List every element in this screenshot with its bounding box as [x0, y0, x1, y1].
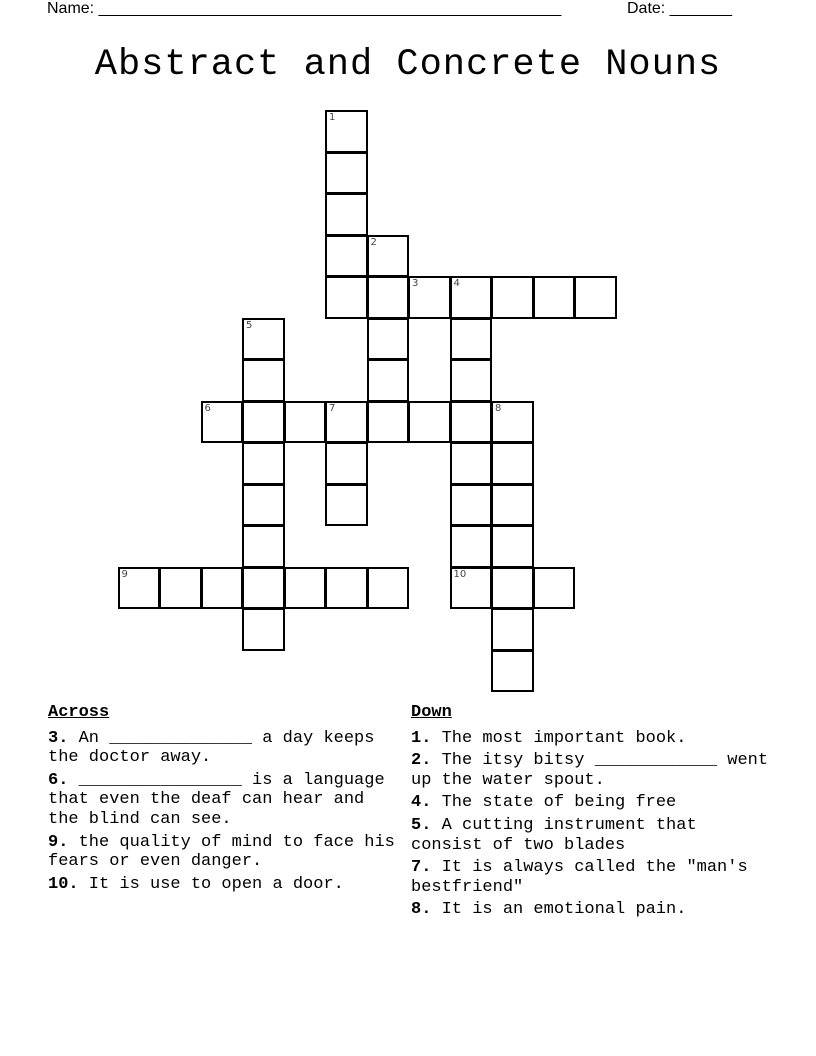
across-heading: Across — [48, 703, 110, 722]
down-clue — [411, 729, 771, 749]
crossword-cell[interactable] — [242, 525, 285, 568]
crossword-cell[interactable] — [367, 567, 410, 610]
clue-text: The itsy bitsy ____________ went up the water spout. — [411, 751, 769, 790]
clue-number: 8. — [411, 900, 432, 920]
crossword-cell[interactable] — [450, 442, 493, 485]
crossword-cell[interactable] — [491, 401, 534, 444]
crossword-cell[interactable] — [325, 401, 368, 444]
clue-text: ________________ is a language that even the deaf can hear and the blind can see. — [48, 770, 385, 829]
clue-number: 7. — [411, 858, 432, 878]
crossword-cell[interactable] — [284, 567, 327, 610]
crossword-cell[interactable] — [201, 401, 244, 444]
across-clue — [48, 729, 404, 768]
crossword-cell[interactable] — [450, 525, 493, 568]
crossword-cell[interactable] — [367, 318, 410, 361]
clue-text: It is use to open a door. — [78, 874, 344, 894]
crossword-cell[interactable] — [491, 567, 534, 610]
clue-text: the quality of mind to face his fears or even danger. — [48, 832, 395, 872]
down-clues — [411, 703, 771, 923]
crossword-cell[interactable] — [574, 276, 617, 319]
crossword-cell[interactable] — [450, 359, 493, 402]
clue-number: 6. — [48, 770, 69, 790]
crossword-cell[interactable] — [242, 318, 285, 361]
crossword-cell[interactable] — [408, 276, 451, 319]
clue-number: 1 — [329, 112, 336, 123]
crossword-cell[interactable] — [491, 650, 534, 693]
crossword-cell[interactable] — [242, 359, 285, 402]
clue-text: The most important book. — [431, 728, 687, 748]
crossword-cell[interactable] — [533, 567, 576, 610]
page-title: Abstract and Concrete Nouns — [94, 44, 722, 86]
down-clue — [411, 900, 771, 920]
clue-number: 9. — [48, 832, 69, 852]
crossword-cell[interactable] — [450, 318, 493, 361]
crossword-cell[interactable] — [367, 401, 410, 444]
down-clue — [411, 793, 771, 813]
crossword-cell[interactable] — [325, 442, 368, 485]
crossword-cell[interactable] — [367, 235, 410, 278]
crossword-cell[interactable] — [325, 193, 368, 236]
crossword-cell[interactable] — [408, 401, 451, 444]
date-field-label: Date: _______ — [627, 0, 732, 17]
across-clue — [48, 833, 404, 872]
crossword-cell[interactable] — [242, 484, 285, 527]
crossword-cell[interactable] — [491, 608, 534, 651]
crossword-cell[interactable] — [242, 567, 285, 610]
clue-number: 8 — [495, 402, 502, 414]
crossword-cell[interactable] — [491, 276, 534, 319]
across-clue — [48, 875, 404, 895]
down-clue — [411, 816, 771, 855]
clue-text: The state of being free — [431, 793, 677, 813]
down-clue-list — [411, 729, 771, 920]
clue-number: 5 — [246, 319, 253, 331]
crossword-cell[interactable] — [450, 276, 493, 319]
crossword-cell[interactable] — [450, 484, 493, 527]
clue-number: 3. — [48, 728, 69, 748]
crossword-cell[interactable] — [450, 401, 493, 444]
name-field-label: Name: ____________________________________________________ — [47, 0, 562, 17]
crossword-cell[interactable] — [491, 442, 534, 485]
crossword-cell[interactable] — [533, 276, 576, 319]
down-clue — [411, 858, 771, 897]
crossword-cell[interactable] — [201, 567, 244, 610]
clue-number: 10 — [453, 568, 467, 580]
across-clue-list — [48, 729, 404, 895]
crossword-cell[interactable] — [242, 608, 285, 651]
crossword-cell[interactable] — [450, 567, 493, 610]
down-heading: Down — [411, 703, 452, 722]
across-clue — [48, 771, 404, 830]
clue-number: 6 — [204, 402, 211, 414]
clue-number: 2. — [411, 751, 432, 771]
clue-text: It is always called the "man's bestfriend" — [411, 858, 748, 897]
clue-text: An ______________ a day keeps the doctor away. — [48, 728, 375, 768]
crossword-cell[interactable] — [325, 567, 368, 610]
clue-number: 2 — [370, 236, 377, 248]
clue-number: 4. — [411, 793, 432, 813]
crossword-cell[interactable] — [325, 484, 368, 527]
crossword-cell[interactable] — [325, 235, 368, 278]
crossword-cell[interactable] — [159, 567, 202, 610]
crossword-cell[interactable] — [491, 484, 534, 527]
crossword-cell[interactable] — [284, 401, 327, 444]
clue-text: A cutting instrument that consist of two blades — [411, 815, 697, 855]
crossword-cell[interactable] — [367, 359, 410, 402]
crossword-cell[interactable] — [325, 276, 368, 319]
clue-number: 10. — [48, 874, 79, 894]
clue-number: 5. — [411, 815, 432, 835]
clue-number: 3 — [412, 278, 419, 289]
crossword-cell[interactable] — [325, 152, 368, 195]
crossword-cell[interactable] — [325, 110, 368, 153]
clue-number: 7 — [329, 402, 336, 414]
clue-number: 4 — [453, 278, 460, 289]
crossword-cell[interactable] — [367, 276, 410, 319]
crossword-cell[interactable] — [118, 567, 161, 610]
clue-number: 1. — [411, 728, 432, 748]
down-clue — [411, 751, 771, 790]
clue-number: 9 — [121, 568, 128, 580]
clue-text: It is an emotional pain. — [431, 900, 687, 920]
across-clues — [48, 703, 404, 897]
crossword-cell[interactable] — [491, 525, 534, 568]
crossword-cell[interactable] — [242, 401, 285, 444]
crossword-cell[interactable] — [242, 442, 285, 485]
